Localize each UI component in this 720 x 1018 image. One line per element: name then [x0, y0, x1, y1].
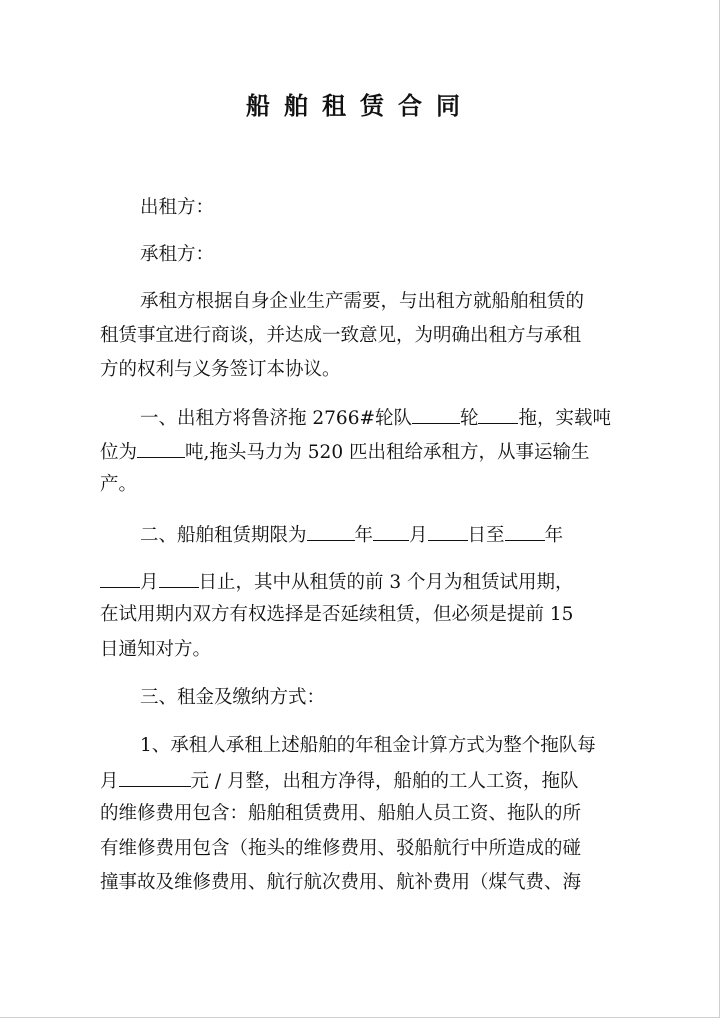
blank-start-year — [307, 520, 355, 541]
blank-tonnage — [137, 437, 185, 458]
clause-1-text-c: 拖，实载吨 — [518, 408, 611, 429]
clause-1-line-3: 产。 — [100, 474, 138, 495]
clause-2-text-e: 年 — [544, 525, 564, 546]
clause-1-text-e: 吨,拖头马力为 520 匹出租给承租方，从事运输生 — [185, 442, 590, 463]
clause-3-1-line-3: 的维修费用包含：船舶租赁费用、船舶人员工资、拖队的所 — [100, 803, 582, 824]
intro-line-1: 承租方根据自身企业生产需要，与出租方就船舶租赁的 — [140, 291, 585, 312]
lessor-label: 出租方： — [140, 197, 215, 218]
clause-2-line-3: 在试用期内双方有权选择是否延续租赁，但必须是提前 15 — [100, 604, 574, 625]
clause-3-1-line-1: 1、承租人承租上述船舶的年租金计算方式为整个拖队每 — [140, 735, 596, 756]
blank-end-day — [159, 567, 199, 588]
blank-tug-number — [478, 403, 518, 424]
clause-3-1-line-4: 有维修费用包含（拖头的维修费用、驳船航行中所造成的碰 — [100, 838, 582, 859]
intro-line-2: 租赁事宜进行商谈，并达成一致意见，为明确出租方与承租 — [100, 325, 582, 346]
blank-end-year — [505, 520, 545, 541]
clause-1-text-b: 轮 — [459, 408, 479, 429]
blank-start-month — [373, 520, 409, 541]
clause-2-line-4: 日通知对方。 — [100, 639, 212, 660]
clause-3-heading: 三、租金及缴纳方式： — [140, 687, 326, 708]
clause-1-line-2 — [100, 437, 620, 467]
clause-3-1-line-2 — [100, 766, 620, 796]
blank-monthly-rent — [119, 766, 191, 787]
blank-start-day — [428, 520, 468, 541]
blank-end-month — [100, 567, 140, 588]
clause-3-1-text-a: 月 — [100, 771, 119, 792]
clause-1-text-d: 位为 — [100, 442, 138, 463]
clause-1-text-a: 一、出租方将鲁济拖 2766#轮队 — [140, 408, 412, 429]
clause-2-text-g: 日止，其中从租赁的前 3 个月为租赁试用期， — [198, 572, 574, 593]
clause-2-line-1 — [140, 520, 620, 550]
clause-2-text-b: 年 — [354, 525, 374, 546]
clause-2-text-f: 月 — [140, 572, 159, 593]
clause-2-text-c: 月 — [409, 525, 428, 546]
lessee-label: 承租方： — [140, 244, 215, 265]
clause-2-text-a: 二、船舶租赁期限为 — [140, 525, 307, 546]
clause-3-1-text-b: 元 / 月整，出租方净得，船舶的工人工资，拖队 — [190, 771, 579, 792]
clause-3-1-line-5: 撞事故及维修费用、航行航次费用、航补费用（煤气费、海 — [100, 872, 582, 893]
intro-line-3: 方的权利与义务签订本协议。 — [100, 359, 341, 380]
contract-title: 船舶租赁合同 — [246, 91, 474, 120]
clause-2-line-2 — [100, 567, 620, 597]
clause-2-text-d: 日至 — [467, 525, 505, 546]
blank-fleet-number — [412, 403, 460, 424]
clause-1-line-1 — [140, 403, 620, 433]
